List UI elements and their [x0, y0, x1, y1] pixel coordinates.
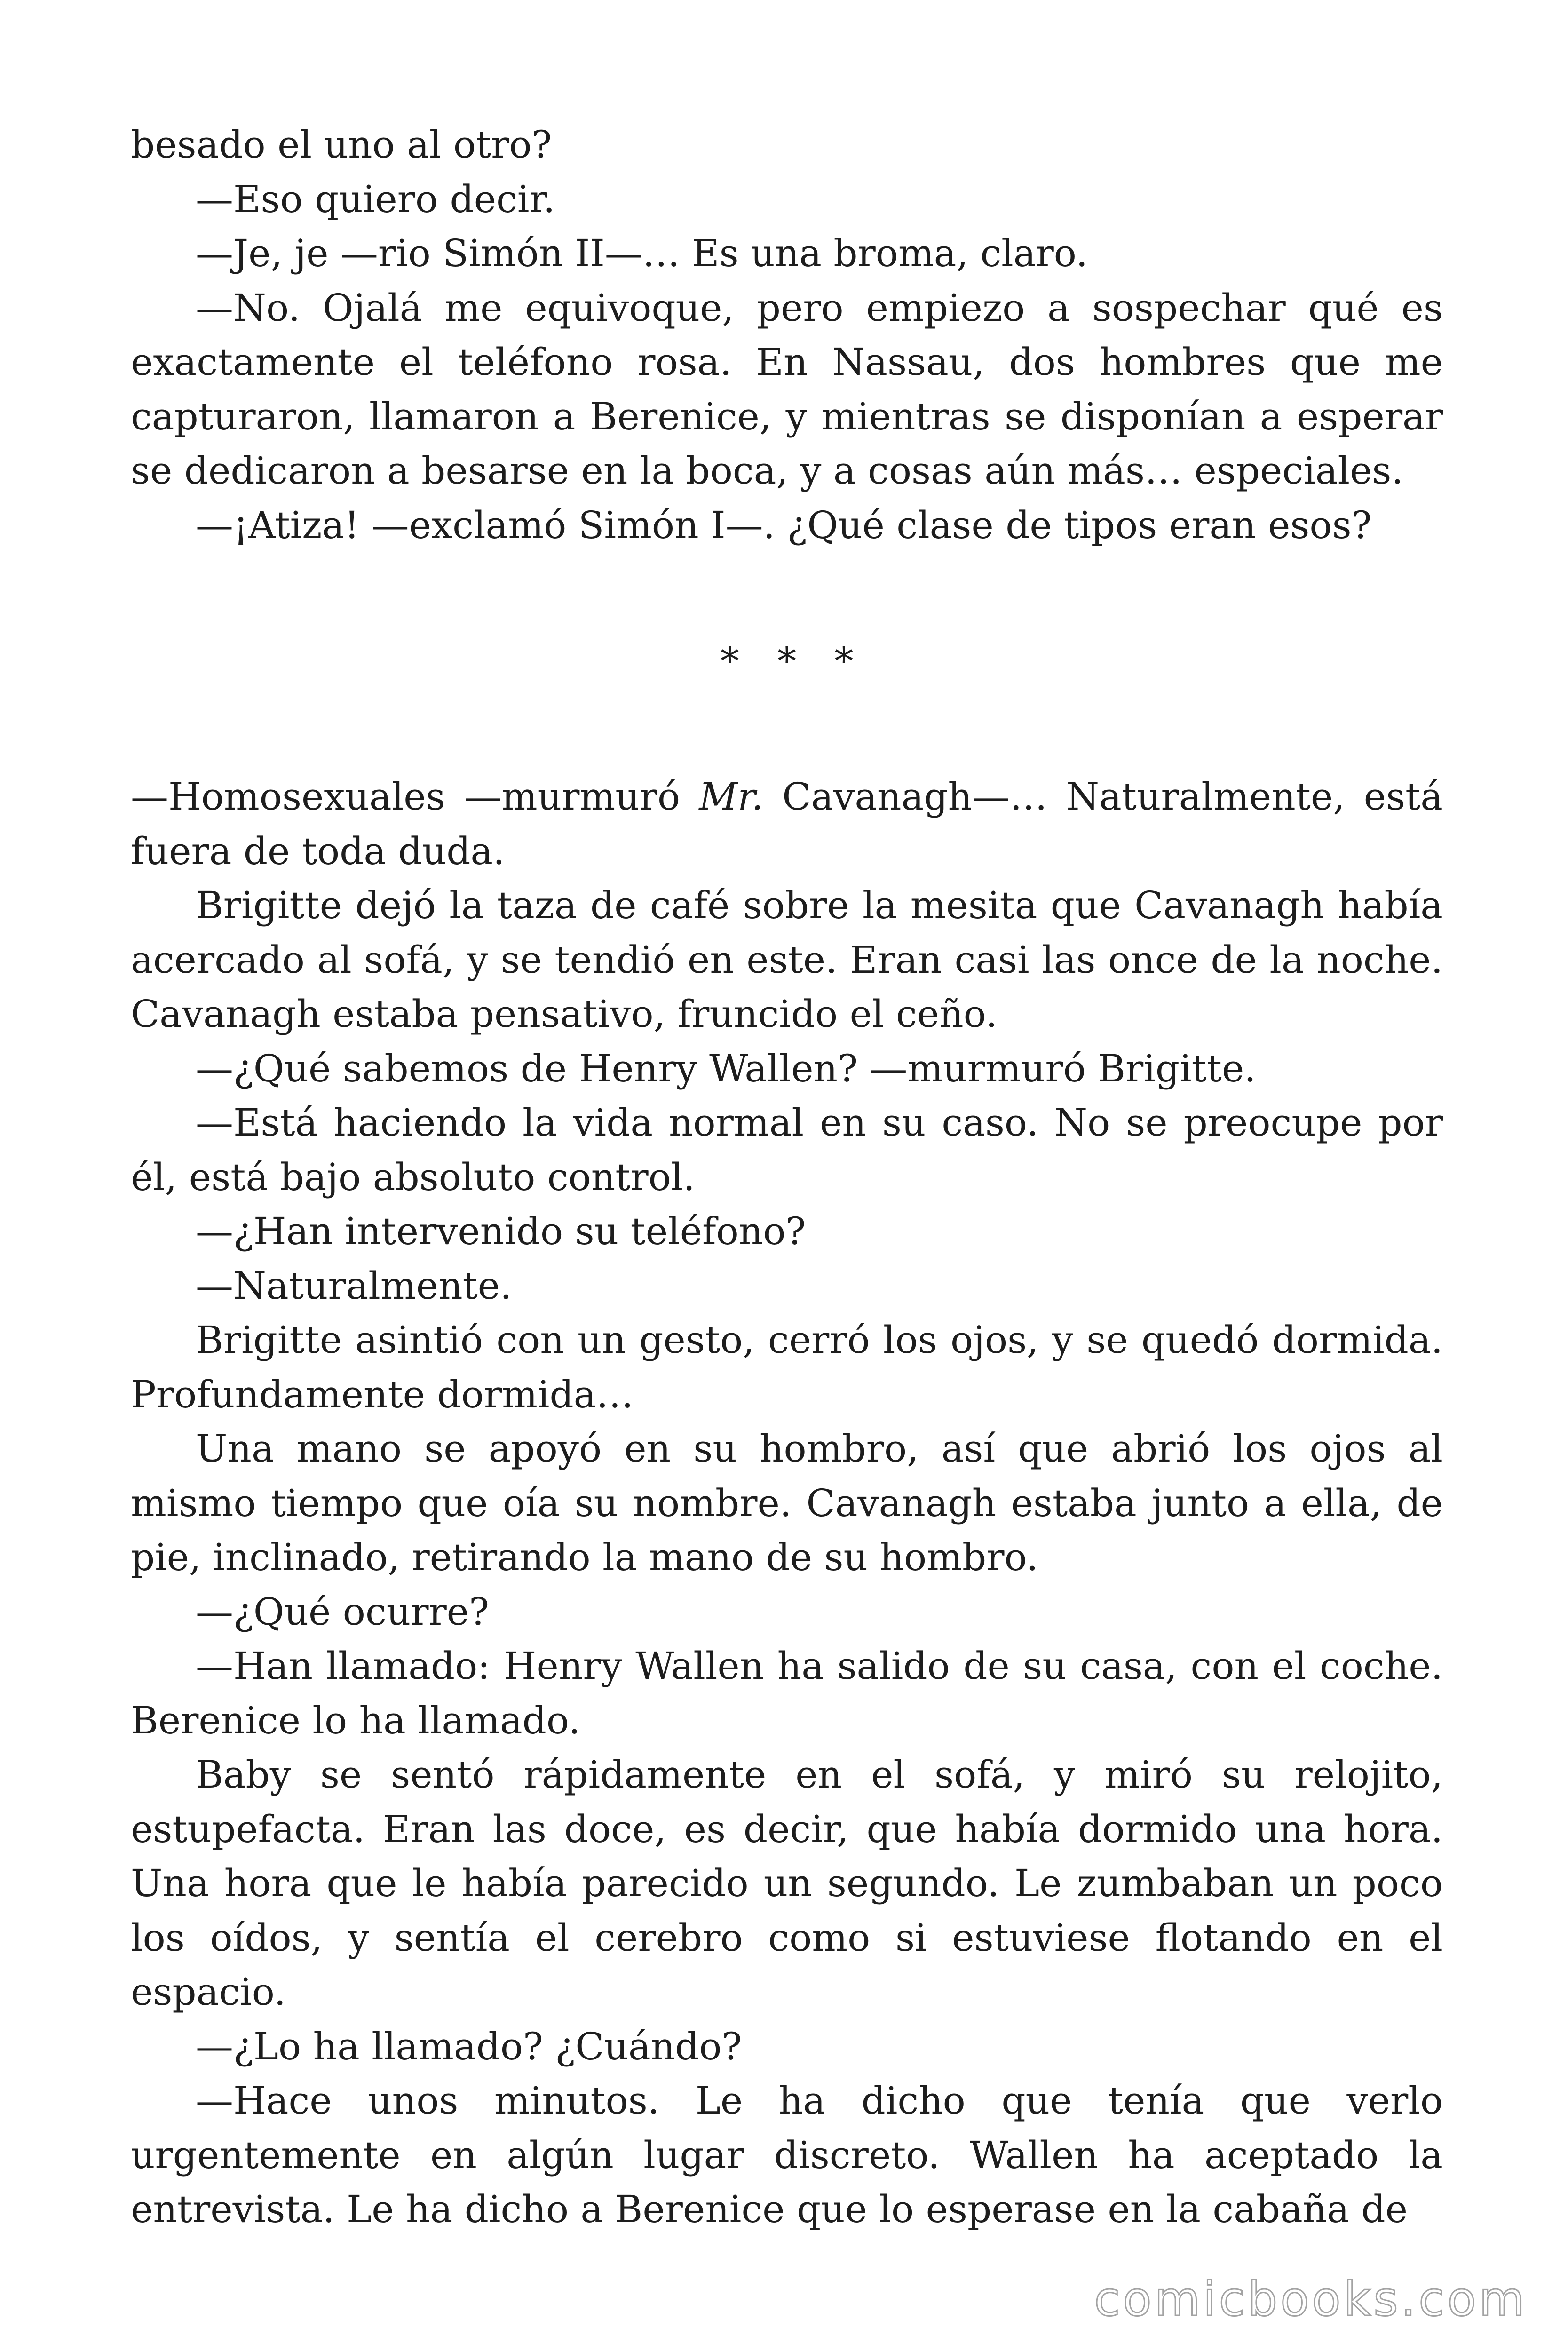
paragraph: Una mano se apoyó en su hombro, así que abrió los ojos al mismo tiempo que oía su nombre. Cavanagh estaba junto a ella, de pie, inclinado, retirando la mano de su hombro.	[131, 1427, 1443, 1579]
paragraph: besado el uno al otro?	[131, 123, 552, 167]
paragraph: —¿Lo ha llamado? ¿Cuándo?	[196, 2024, 742, 2068]
paragraph: —Je, je —rio Simón II—… Es una broma, claro.	[196, 231, 1088, 275]
paragraph: —Han llamado: Henry Wallen ha salido de su casa, con el coche. Berenice lo ha llamado.	[131, 1644, 1443, 1742]
paragraph: Baby se sentó rápidamente en el sofá, y miró su relojito, estupefacta. Eran las doce, es decir, que había dormido una hora. Una hora que le había parecido un segundo. Le zumbaban un poco los oídos, y sentía el cerebro como si estuviese flotando en el espacio.	[131, 1753, 1443, 2014]
paragraph: —Eso quiero decir.	[196, 177, 555, 221]
paragraph: —No. Ojalá me equivoque, pero empiezo a sospechar qué es exactamente el teléfono rosa. En Nassau, dos hombres que me capturaron, llamaron a Berenice, y mientras se disponían a esperar se dedicaron a besarse en la boca, y a cosas aún más… especiales.	[131, 286, 1443, 493]
scene-break: * * *	[720, 639, 867, 683]
paragraph: Brigitte dejó la taza de café sobre la mesita que Cavanagh había acercado al sofá, y se tendió en este. Eran casi las once de la noche. Cavanagh estaba pensativo, fruncido el ceño.	[131, 883, 1443, 1036]
paragraph-text: —Homosexuales —murmuró	[131, 775, 699, 818]
paragraph: —¿Qué ocurre?	[196, 1589, 489, 1634]
text-block-before-break	[131, 118, 1443, 552]
paragraph: —Está haciendo la vida normal en su caso. No se preocupe por él, está bajo absoluto control.	[131, 1101, 1443, 1199]
text-block-after-break	[131, 878, 1443, 2237]
paragraph: —¡Atiza! —exclamó Simón I—. ¿Qué clase de tipos eran esos?	[196, 503, 1372, 547]
paragraph: —Hace unos minutos. Le ha dicho que tenía que verlo urgentemente en algún lugar discreto. Wallen ha aceptado la entrevista. Le ha dicho a Berenice que lo esperase en la cabaña de	[131, 2079, 1443, 2231]
watermark-logo: comicbooks.com	[1094, 2272, 1528, 2327]
book-page	[131, 118, 1443, 2237]
paragraph: —Naturalmente.	[196, 1263, 512, 1308]
paragraph: —¿Han intervenido su teléfono?	[196, 1209, 806, 1253]
paragraph	[131, 770, 1443, 878]
italic-title: Mr.	[699, 775, 764, 818]
paragraph-text: Cavanagh—… Naturalmente, está fuera de toda duda.	[131, 775, 1443, 873]
paragraph: —¿Qué sabemos de Henry Wallen? —murmuró Brigitte.	[196, 1046, 1256, 1090]
paragraph: Brigitte asintió con un gesto, cerró los ojos, y se quedó dormida. Profundamente dormida…	[131, 1318, 1443, 1416]
